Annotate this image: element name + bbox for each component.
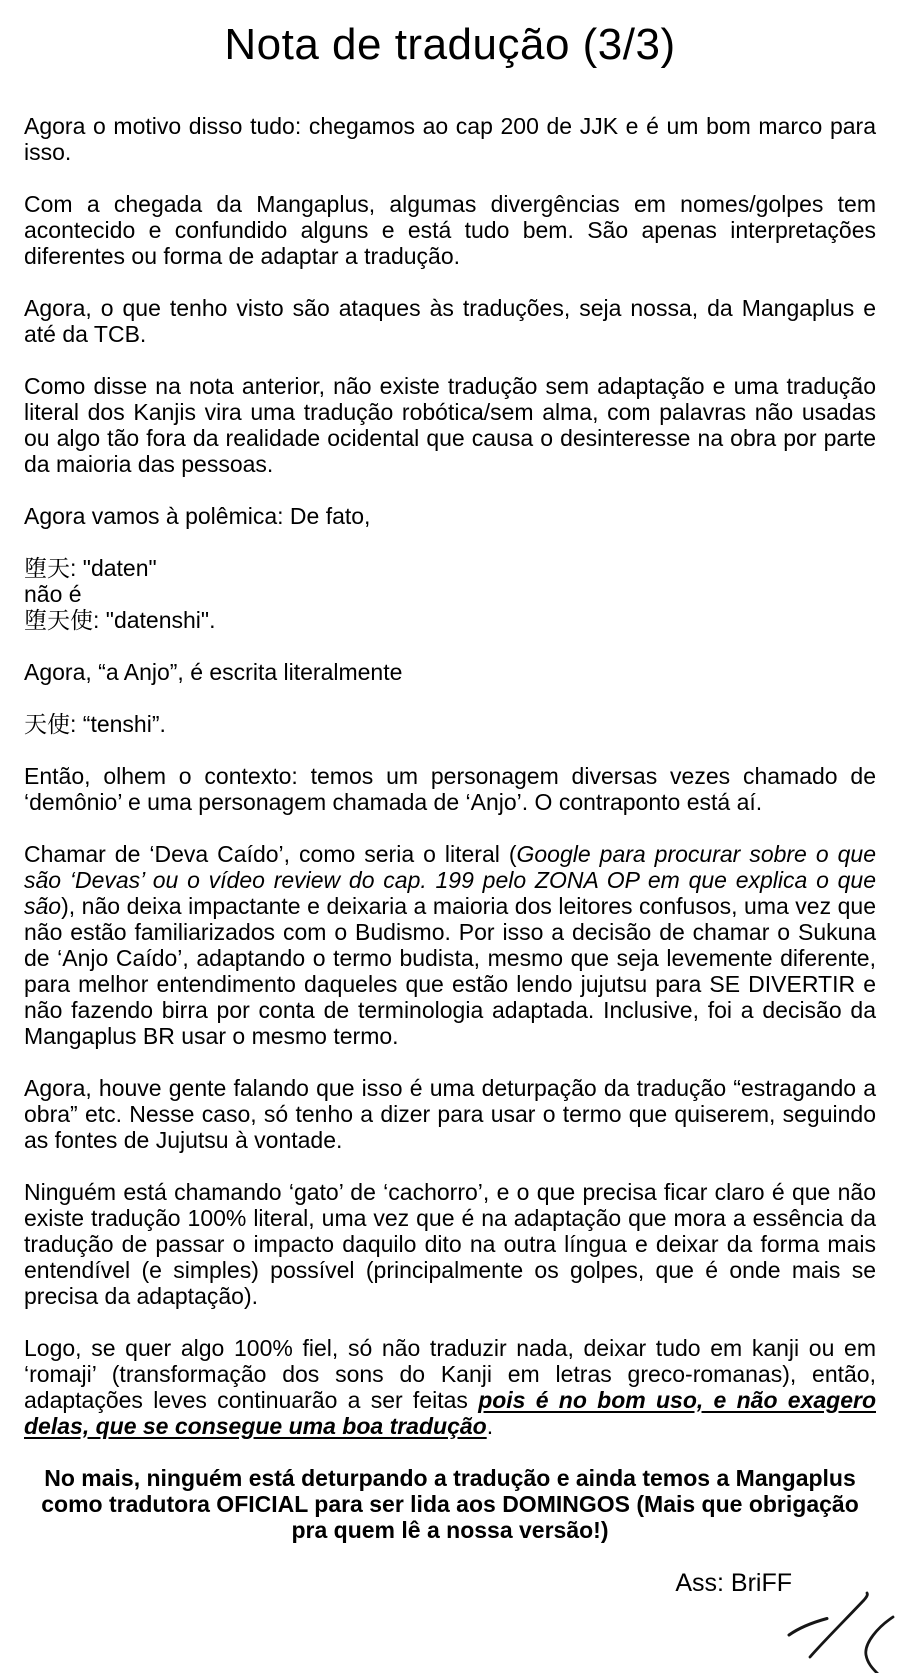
paragraph-deturpacao: Agora, houve gente falando que isso é uma deturpação da tradução “estragando a obra” etc. Nesse caso, só tenho a dizer para usar o termo que quiserem, seguindo as fontes de Jujutsu à vontade. [24, 1074, 876, 1153]
deva-text-pre: Chamar de ‘Deva Caído’, como seria o literal ( [24, 840, 517, 867]
paragraph-polemica: Agora vamos à polêmica: De fato, [24, 502, 371, 529]
signature-line: Ass: BriFF [675, 1568, 792, 1597]
paragraph-anjo-literal: Agora, “a Anjo”, é escrita literalmente [24, 658, 403, 685]
paragraph-deva-caido [24, 841, 876, 1049]
deva-text-italic: Google para procurar sobre o que são ‘Devas’ ou o vídeo review do cap. 199 pelo ZONA OP em que explica o que são [24, 840, 876, 919]
note-body [24, 113, 876, 1597]
kanji-line-tenshi: 天使: “tenshi”. [24, 710, 166, 737]
romaji-text-pre: Logo, se quer algo 100% fiel, só não traduzir nada, deixar tudo em kanji ou em ‘romaji’ (transformação dos sons do Kanji em letras greco-romanas), então, adaptações leves continuarão a ser feitas [24, 1334, 876, 1413]
paragraph-romaji [24, 1335, 876, 1439]
paragraph-gato-cachorro: Ninguém está chamando ‘gato’ de ‘cachorro’, e o que precisa ficar claro é que não existe tradução 100% literal, uma vez que é na adaptação que mora a essência da tradução de passar o impacto daquilo dito na outra língua e deixar da forma mais entendível (e simples) possível (principalmente os golpes, que é onde mais se precisa da adaptação). [24, 1178, 876, 1309]
paragraph-mangaplus-divergencias: Com a chegada da Mangaplus, algumas divergências em nomes/golpes tem acontecido e confundido alguns e está tudo bem. São apenas interpretações diferentes ou forma de adaptar a tradução. [24, 190, 876, 269]
paragraph-ataques-traducoes: Agora, o que tenho visto são ataques às traduções, seja nossa, da Mangaplus e até da TCB. [24, 294, 876, 347]
kanji-line-nao-e: não é [24, 580, 82, 607]
paragraph-contexto: Então, olhem o contexto: temos um personagem diversas vezes chamado de ‘demônio’ e uma personagem chamada de ‘Anjo’. O contraponto está aí. [24, 762, 876, 815]
deva-text-post: ), não deixa impactante e deixaria a maioria dos leitores confusos, uma vez que não estão familiarizados com o Budismo. Por isso a decisão de chamar o Sukuna de ‘Anjo Caído’, adaptando o termo budista, mesmo que seja levemente diferente, para melhor entendimento daqueles que estão lendo jujutsu para SE DIVERTIR e não fazendo birra por conta de terminologia adaptada. Inclusive, foi a decisão da Mangaplus BR usar o mesmo termo. [24, 892, 876, 1049]
romaji-text-post: . [486, 1412, 494, 1439]
paragraph-intro: Agora o motivo disso tudo: chegamos ao cap 200 de JJK e é um bom marco para isso. [24, 112, 876, 165]
handwritten-signature-scribble-icon [760, 1573, 900, 1673]
paragraph-nota-anterior: Como disse na nota anterior, não existe tradução sem adaptação e uma tradução literal dos Kanjis vira uma tradução robótica/sem alma, com palavras não usadas ou algo tão fora da realidade ocidental que causa o desinteresse na obra por parte da maioria das pessoas. [24, 372, 876, 477]
closing-statement: No mais, ninguém está deturpando a tradução e ainda temos a Mangaplus como tradutora OFICIAL para ser lida aos DOMINGOS (Mais que obrigação pra quem lê a nossa versão!) [41, 1464, 859, 1543]
kanji-comparison-block [24, 555, 876, 633]
kanji-line-daten: 堕天: "daten" [24, 554, 157, 581]
page-title: Nota de tradução (3/3) [224, 20, 676, 69]
kanji-line-datenshi: 堕天使: "datenshi". [24, 606, 216, 633]
romaji-text-emphasis: pois é no bom uso, e não exagero delas, que se consegue uma boa tradução [24, 1386, 876, 1439]
